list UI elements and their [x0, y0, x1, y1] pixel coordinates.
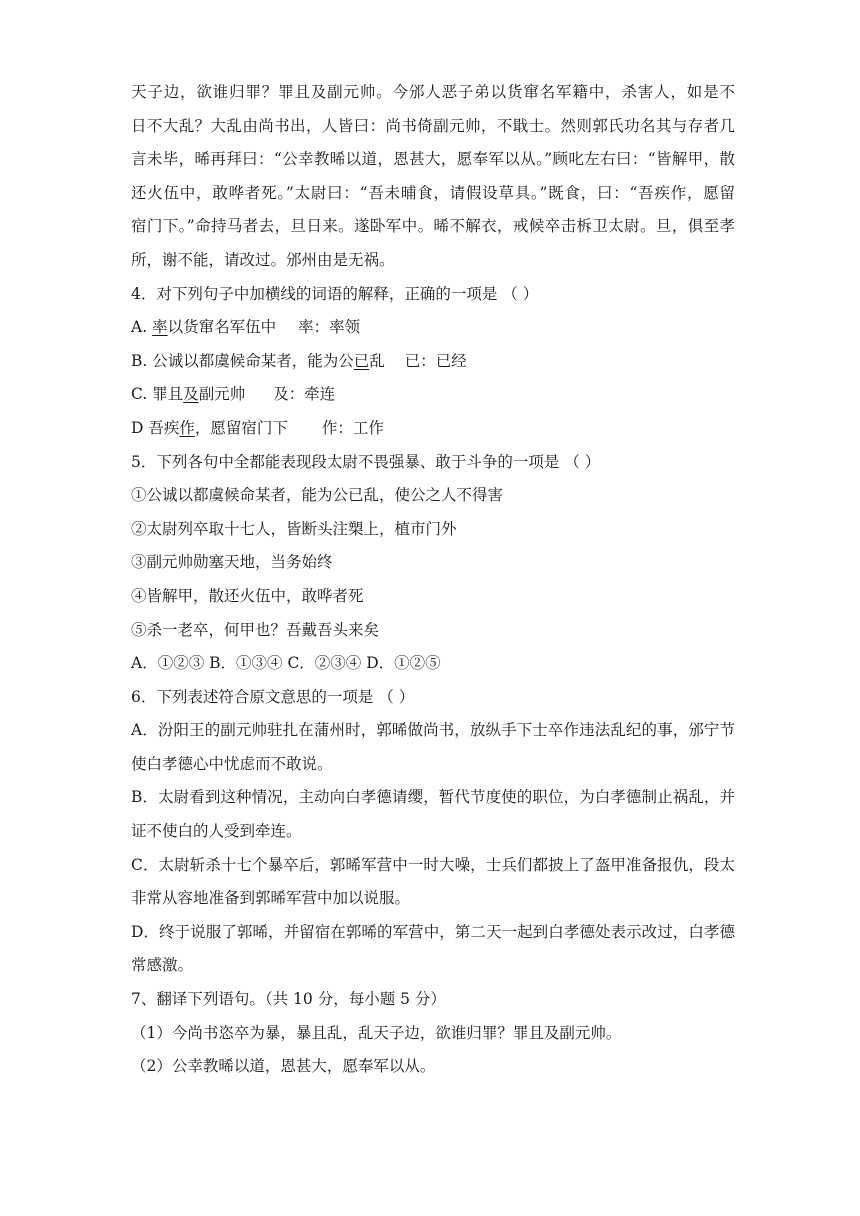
question-6-option-c: C．太尉斩杀十七个暴卒后，郭晞军营中一时大噪，士兵们都披上了盔甲准备报仇，段太	[131, 855, 735, 874]
passage-line: 言未毕，晞再拜曰：“公幸教晞以道，恩甚大，愿奉军以从。”顾叱左右曰：“皆解甲，散	[131, 150, 735, 169]
question-4-option-a: A. 率以货窜名军伍中 率：率领	[131, 318, 361, 337]
question-4-option-c: C. 罪且及副元帅 及：牵连	[131, 385, 336, 404]
question-7-sentence-1: （1）今尚书恣卒为暴，暴且乱，乱天子边，欲谁归罪？罪且及副元帅。	[131, 1023, 622, 1042]
passage-line: 宿门下。”命持马者去，旦日来。遂卧军中。晞不解衣，戒候卒击柝卫太尉。旦，俱至孝	[131, 217, 735, 236]
question-5-options: A．①②③ B．①③④ C．②③④ D．①②⑤	[131, 654, 441, 673]
underlined-word: 及	[183, 385, 199, 404]
question-4-option-d: D 吾疾作，愿留宿门下 作：工作	[131, 418, 384, 437]
passage-line: 所，谢不能，请改过。邠州由是无祸。	[131, 250, 395, 269]
underlined-word: 已	[353, 351, 370, 370]
question-5-item: ④皆解甲，散还火伍中，敢哗者死	[131, 586, 364, 605]
question-4-stem: 4．对下列句子中加横线的词语的解释，正确的一项是 （ ）	[131, 284, 539, 303]
underlined-word: 率	[152, 318, 168, 337]
question-5-item: ③副元帅勋塞天地，当务始终	[131, 553, 333, 572]
question-6-option-b-cont: 证不使白的人受到牵连。	[131, 822, 302, 841]
question-5-item: ②太尉列卒取十七人，皆断头注槊上，植市门外	[131, 519, 457, 538]
question-7-sentence-2: （2）公幸教晞以道，恩甚大，愿奉军以从。	[131, 1057, 436, 1076]
question-6-option-d: D．终于说服了郭晞，并留宿在郭晞的军营中，第二天一起到白孝德处表示改过，白孝德	[131, 922, 735, 941]
passage-line: 日不大乱？大乱由尚书出，人皆曰：尚书倚副元帅，不戢士。然则郭氏功名其与存者几	[131, 116, 735, 135]
question-7-stem: 7、翻译下列语句。（共 10 分，每小题 5 分）	[131, 990, 446, 1009]
question-5-stem: 5．下列各句中全都能表现段太尉不畏强暴、敢于斗争的一项是 （ ）	[131, 452, 601, 471]
question-6-option-a: A．汾阳王的副元帅驻扎在蒲州时，郭晞做尚书，放纵手下士卒作违法乱纪的事，邠宁节	[131, 721, 735, 740]
passage-line: 天子边，欲谁归罪？罪且及副元帅。今邠人恶子弟以货窜名军籍中，杀害人，如是不	[131, 83, 735, 101]
passage-line: 还火伍中，敢哗者死。”太尉曰：“吾未晡食，请假设草具。”既食，曰：“吾疾作，愿留	[131, 183, 735, 202]
question-4-option-b: B. 公诚以都虞候命某者，能为公已乱 已：已经	[131, 351, 467, 370]
question-6-option-d-cont: 常感激。	[131, 956, 194, 975]
question-6-option-b: B．太尉看到这种情况，主动向白孝德请缨，暂代节度使的职位，为白孝德制止祸乱，并	[131, 788, 735, 807]
question-6-stem: 6．下列表述符合原文意思的一项是 （ ）	[131, 687, 415, 706]
question-6-option-c-cont: 非常从容地准备到郭晞军营中加以说服。	[131, 889, 411, 908]
underlined-word: 作	[179, 418, 195, 437]
question-5-item: ⑤杀一老卒，何甲也？吾戴吾头来矣	[131, 620, 380, 639]
question-6-option-a-cont: 使白孝德心中忧虑而不敢说。	[131, 754, 333, 773]
question-5-item: ①公诚以都虞候命某者，能为公已乱，使公之人不得害	[131, 486, 504, 505]
document-page	[131, 76, 735, 1084]
